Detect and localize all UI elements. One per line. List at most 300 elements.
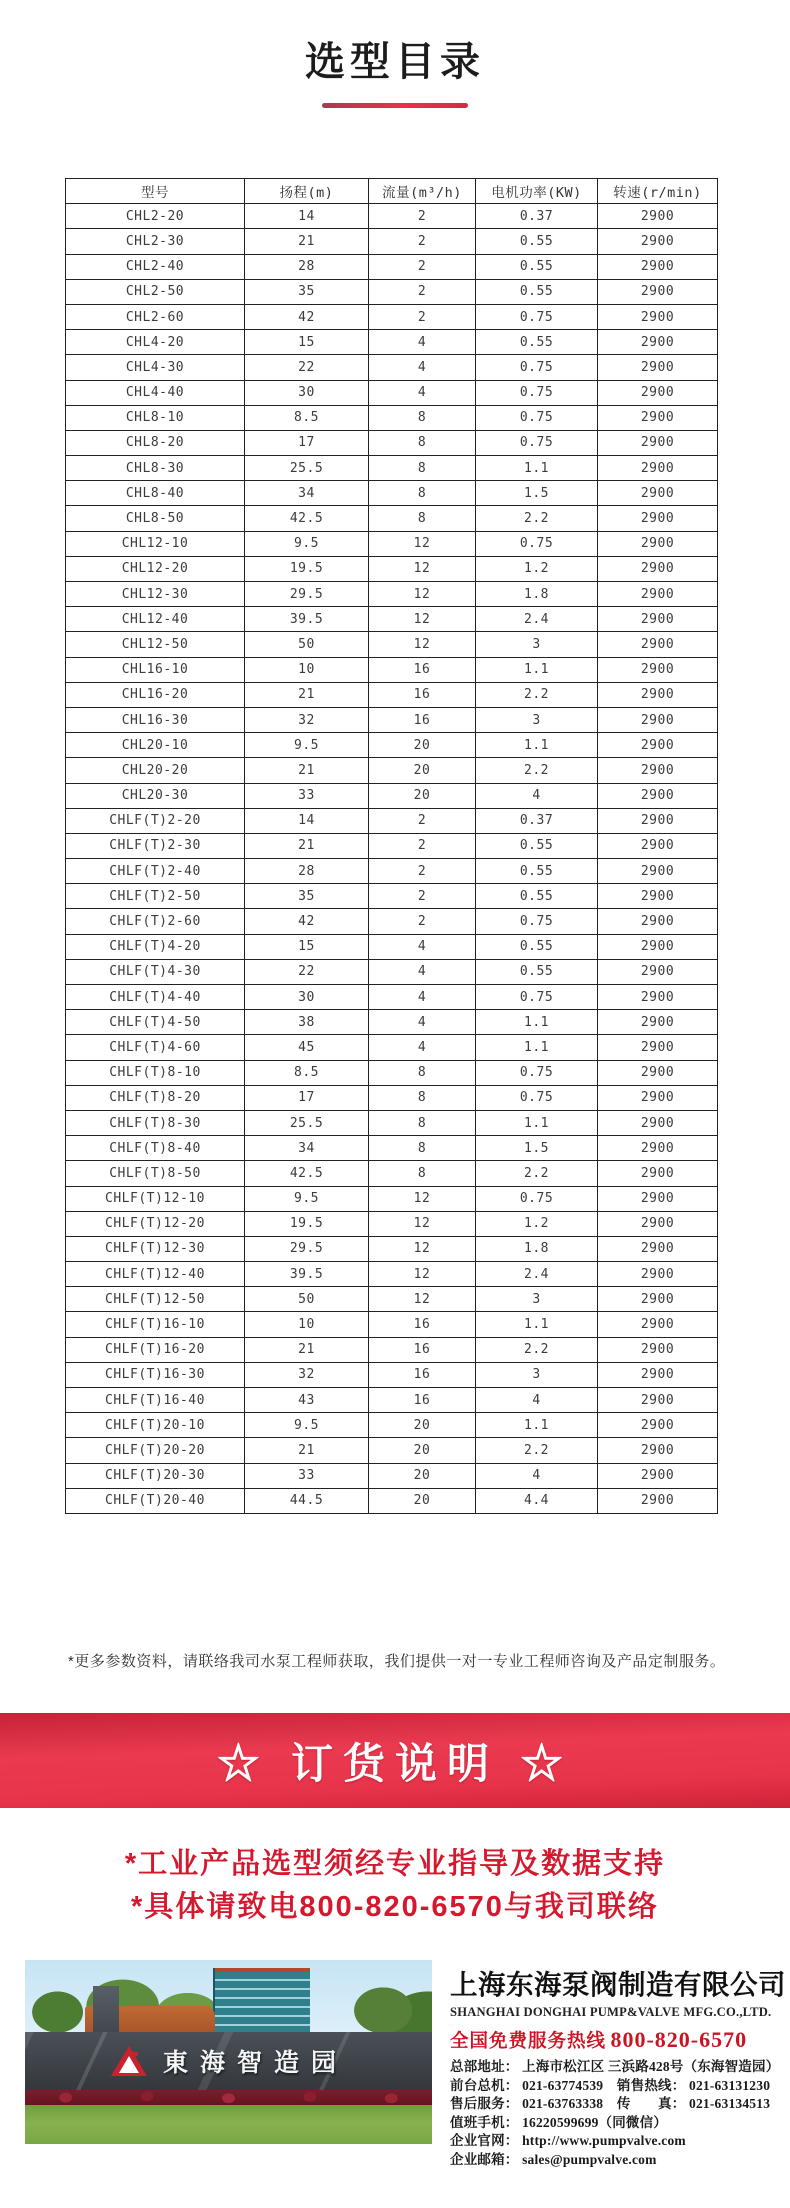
table-cell: 12 (369, 632, 476, 657)
table-cell: 43 (245, 1388, 369, 1413)
table-cell: 20 (369, 783, 476, 808)
table-cell: CHL2-30 (66, 229, 245, 254)
table-cell: 2900 (598, 657, 718, 682)
park-sign-text: 東海智造园 (162, 2049, 348, 2077)
table-cell: 2900 (598, 909, 718, 934)
table-cell: 2900 (598, 733, 718, 758)
table-cell: 8.5 (245, 1060, 369, 1085)
table-cell: 34 (245, 1136, 369, 1161)
table-cell: 16 (369, 1388, 476, 1413)
table-cell: 12 (369, 1186, 476, 1211)
table-cell: 2 (369, 859, 476, 884)
table-cell: 33 (245, 1463, 369, 1488)
table-cell: 2900 (598, 1035, 718, 1060)
table-cell: CHL20-20 (66, 758, 245, 783)
table-cell: 2900 (598, 1488, 718, 1513)
table-cell: CHL20-10 (66, 733, 245, 758)
footnote: *更多参数资料，请联络我司水泵工程师获取，我们提供一对一专业工程师咨询及产品定制服务。 (68, 1653, 726, 1670)
table-cell: 10 (245, 657, 369, 682)
table-cell: 4 (369, 355, 476, 380)
table-row (66, 1161, 718, 1186)
table-cell: CHL12-50 (66, 632, 245, 657)
table-cell: 29.5 (245, 582, 369, 607)
table-cell: 12 (369, 607, 476, 632)
table-row (66, 1110, 718, 1135)
table-cell: 12 (369, 1262, 476, 1287)
order-banner (0, 1713, 790, 1808)
table-row (66, 682, 718, 707)
table-row (66, 934, 718, 959)
table-cell: CHL8-10 (66, 405, 245, 430)
table-cell: 1.1 (476, 1035, 598, 1060)
table-cell: 0.55 (476, 934, 598, 959)
table-cell: 29.5 (245, 1236, 369, 1261)
page-title: 选型目录 (305, 40, 485, 84)
table-cell: CHL20-30 (66, 783, 245, 808)
table-cell: 42.5 (245, 1161, 369, 1186)
table-cell: 16 (369, 1312, 476, 1337)
table-cell: 2900 (598, 1312, 718, 1337)
table-cell: 1.2 (476, 1211, 598, 1236)
table-cell: 35 (245, 884, 369, 909)
table-cell: 3 (476, 707, 598, 732)
table-cell: 2 (369, 279, 476, 304)
table-cell: 3 (476, 632, 598, 657)
table-cell: 21 (245, 833, 369, 858)
table-cell: 2.2 (476, 506, 598, 531)
contact-line: 前台总机： 021-63774539 销售热线： 021-63131230 (450, 2077, 771, 2093)
table-cell: 12 (369, 1287, 476, 1312)
table-cell: CHL4-20 (66, 330, 245, 355)
table-row (66, 582, 718, 607)
table-cell: CHL8-30 (66, 456, 245, 481)
table-cell: 42 (245, 909, 369, 934)
table-cell: CHLF(T)8-50 (66, 1161, 245, 1186)
table-row (66, 1035, 718, 1060)
table-cell: 2900 (598, 607, 718, 632)
table-cell: 8 (369, 1085, 476, 1110)
table-cell: 44.5 (245, 1488, 369, 1513)
table-cell: 20 (369, 733, 476, 758)
table-cell: CHL8-50 (66, 506, 245, 531)
table-cell: 4 (476, 1388, 598, 1413)
table-cell: 2900 (598, 1438, 718, 1463)
table-cell: 10 (245, 1312, 369, 1337)
table-cell: 4 (369, 985, 476, 1010)
table-cell: 0.75 (476, 531, 598, 556)
table-cell: 0.75 (476, 909, 598, 934)
table-cell: 2900 (598, 1010, 718, 1035)
contact-line: 售后服务： 021-63763338 传 真： 021-63134513 (450, 2096, 771, 2112)
table-row (66, 632, 718, 657)
table-cell: CHLF(T)12-20 (66, 1211, 245, 1236)
service-hotline (450, 2027, 772, 2053)
table-cell: 8 (369, 481, 476, 506)
table-cell: CHL2-60 (66, 304, 245, 329)
table-cell: 20 (369, 1438, 476, 1463)
table-row (66, 1085, 718, 1110)
table-row (66, 1413, 718, 1438)
table-cell: 19.5 (245, 1211, 369, 1236)
table-cell: 2.2 (476, 682, 598, 707)
table-cell: 39.5 (245, 607, 369, 632)
table-row (66, 783, 718, 808)
table-row (66, 1010, 718, 1035)
table-cell: 2900 (598, 783, 718, 808)
table-cell: CHLF(T)2-40 (66, 859, 245, 884)
table-cell: 21 (245, 682, 369, 707)
table-cell: 0.37 (476, 808, 598, 833)
table-row (66, 733, 718, 758)
table-cell: 0.75 (476, 405, 598, 430)
table-cell: 8 (369, 1110, 476, 1135)
contact-line: 总部地址： 上海市松江区 三浜路428号（东海智造园） (450, 2059, 780, 2074)
glass-building-image (215, 1968, 310, 2042)
table-cell: CHLF(T)16-20 (66, 1337, 245, 1362)
table-cell: 2 (369, 884, 476, 909)
table-cell: 28 (245, 859, 369, 884)
table-cell: CHLF(T)4-40 (66, 985, 245, 1010)
table-cell: CHL8-40 (66, 481, 245, 506)
table-cell: 2900 (598, 1060, 718, 1085)
table-cell: 20 (369, 758, 476, 783)
table-cell: 8 (369, 405, 476, 430)
table-cell: 2900 (598, 456, 718, 481)
table-cell: 9.5 (245, 1413, 369, 1438)
table-cell: 0.75 (476, 355, 598, 380)
table-cell: 2900 (598, 405, 718, 430)
table-row (66, 1388, 718, 1413)
col-header-flow: 流量(m³/h) (369, 179, 476, 204)
table-cell: CHL12-10 (66, 531, 245, 556)
table-cell: 17 (245, 1085, 369, 1110)
table-cell: 8 (369, 456, 476, 481)
table-cell: 2900 (598, 758, 718, 783)
table-cell: 16 (369, 707, 476, 732)
table-cell: CHLF(T)4-30 (66, 959, 245, 984)
col-header-power: 电机功率(KW) (476, 179, 598, 204)
table-cell: CHLF(T)2-60 (66, 909, 245, 934)
table-cell: CHL4-40 (66, 380, 245, 405)
table-row (66, 254, 718, 279)
table-cell: 2 (369, 833, 476, 858)
table-row (66, 758, 718, 783)
table-cell: 45 (245, 1035, 369, 1060)
table-cell: 20 (369, 1488, 476, 1513)
company-name-en: SHANGHAI DONGHAI PUMP&VALVE MFG.CO.,LTD. (450, 2005, 772, 2019)
table-cell: 2 (369, 229, 476, 254)
table-cell: 0.55 (476, 959, 598, 984)
table-row (66, 304, 718, 329)
table-cell: CHLF(T)16-30 (66, 1362, 245, 1387)
table-cell: 2900 (598, 1287, 718, 1312)
table-cell: 2900 (598, 506, 718, 531)
table-cell: 0.55 (476, 254, 598, 279)
table-cell: 4 (476, 783, 598, 808)
table-cell: 2900 (598, 934, 718, 959)
table-cell: 0.37 (476, 204, 598, 229)
hotline-label: 全国免费服务热线 (450, 2030, 607, 2051)
table-cell: CHLF(T)16-40 (66, 1388, 245, 1413)
table-cell: 12 (369, 582, 476, 607)
contact-line: 企业邮箱： sales@pumpvalve.com (450, 2151, 657, 2167)
table-cell: 30 (245, 380, 369, 405)
table-cell: 2900 (598, 1136, 718, 1161)
table-cell: 14 (245, 204, 369, 229)
table-row (66, 607, 718, 632)
table-cell: 15 (245, 934, 369, 959)
table-cell: 50 (245, 632, 369, 657)
table-cell: 20 (369, 1413, 476, 1438)
table-row (66, 859, 718, 884)
table-row (66, 985, 718, 1010)
table-cell: CHLF(T)8-30 (66, 1110, 245, 1135)
table-cell: CHLF(T)12-50 (66, 1287, 245, 1312)
table-row (66, 1060, 718, 1085)
table-cell: CHL2-50 (66, 279, 245, 304)
table-cell: 2.2 (476, 1337, 598, 1362)
selection-table (65, 178, 718, 1514)
table-cell: 2900 (598, 985, 718, 1010)
table-cell: 35 (245, 279, 369, 304)
company-name-cn: 上海东海泵阀制造有限公司 (450, 1969, 786, 2000)
table-cell: 2900 (598, 582, 718, 607)
table-cell: 2.2 (476, 1161, 598, 1186)
table-cell: 2900 (598, 204, 718, 229)
table-cell: 2900 (598, 1463, 718, 1488)
table-cell: CHLF(T)8-10 (66, 1060, 245, 1085)
table-cell: 2 (369, 304, 476, 329)
table-row (66, 355, 718, 380)
table-row (66, 1236, 718, 1261)
table-cell: 2900 (598, 1388, 718, 1413)
table-cell: 1.1 (476, 1110, 598, 1135)
table-cell: 0.75 (476, 380, 598, 405)
table-cell: 42.5 (245, 506, 369, 531)
table-cell: 8 (369, 506, 476, 531)
table-row (66, 707, 718, 732)
table-cell: 3 (476, 1287, 598, 1312)
table-cell: 0.75 (476, 985, 598, 1010)
col-header-speed: 转速(r/min) (598, 179, 718, 204)
table-cell: 2900 (598, 1110, 718, 1135)
table-cell: 2900 (598, 304, 718, 329)
table-cell: 0.55 (476, 229, 598, 254)
table-cell: 2900 (598, 556, 718, 581)
advisory-line-2: *具体请致电800-820-6570与我司联络 (131, 1891, 659, 1923)
table-cell: 2900 (598, 1413, 718, 1438)
table-row (66, 1337, 718, 1362)
table-cell: 0.55 (476, 859, 598, 884)
table-cell: 2900 (598, 330, 718, 355)
table-row (66, 909, 718, 934)
table-cell: 17 (245, 430, 369, 455)
table-cell: 39.5 (245, 1262, 369, 1287)
table-cell: CHLF(T)16-10 (66, 1312, 245, 1337)
table-cell: 2.4 (476, 607, 598, 632)
table-cell: 0.75 (476, 1060, 598, 1085)
table-cell: 15 (245, 330, 369, 355)
table-cell: CHLF(T)2-50 (66, 884, 245, 909)
table-cell: 1.1 (476, 1010, 598, 1035)
table-cell: 2900 (598, 1161, 718, 1186)
table-cell: 0.75 (476, 1085, 598, 1110)
table-cell: 2900 (598, 1236, 718, 1261)
table-cell: 30 (245, 985, 369, 1010)
table-cell: 2.4 (476, 1262, 598, 1287)
flower-hedge-image (25, 2090, 432, 2105)
table-cell: 16 (369, 657, 476, 682)
contact-list (450, 2058, 780, 2170)
table-cell: CHLF(T)2-30 (66, 833, 245, 858)
col-header-head: 扬程(m) (245, 179, 369, 204)
table-cell: 2 (369, 808, 476, 833)
table-cell: 2900 (598, 1362, 718, 1387)
table-cell: 8 (369, 430, 476, 455)
table-cell: 2900 (598, 355, 718, 380)
table-cell: 2900 (598, 531, 718, 556)
table-cell: 1.1 (476, 456, 598, 481)
table-cell: 16 (369, 1362, 476, 1387)
table-row (66, 506, 718, 531)
table-cell: 2900 (598, 1262, 718, 1287)
table-cell: 3 (476, 1362, 598, 1387)
table-cell: 25.5 (245, 456, 369, 481)
table-cell: 21 (245, 1337, 369, 1362)
table-cell: 1.1 (476, 1312, 598, 1337)
table-cell: 2900 (598, 959, 718, 984)
table-cell: 9.5 (245, 1186, 369, 1211)
table-cell: CHL16-20 (66, 682, 245, 707)
advisory-text (0, 1843, 790, 1929)
table-cell: 21 (245, 1438, 369, 1463)
table-cell: CHLF(T)20-40 (66, 1488, 245, 1513)
table-cell: CHL16-10 (66, 657, 245, 682)
table-cell: 9.5 (245, 733, 369, 758)
table-cell: 12 (369, 531, 476, 556)
table-cell: CHLF(T)4-60 (66, 1035, 245, 1060)
table-cell: 2900 (598, 833, 718, 858)
table-cell: 2900 (598, 254, 718, 279)
table-cell: 8.5 (245, 405, 369, 430)
table-cell: 1.2 (476, 556, 598, 581)
table-cell: CHLF(T)20-30 (66, 1463, 245, 1488)
table-cell: 19.5 (245, 556, 369, 581)
table-row (66, 1362, 718, 1387)
table-header-row (66, 179, 718, 204)
contact-line: 企业官网： http://www.pumpvalve.com (450, 2133, 686, 2149)
table-cell: 0.55 (476, 330, 598, 355)
table-cell: 16 (369, 1337, 476, 1362)
table-cell: 4 (369, 380, 476, 405)
table-cell: 22 (245, 959, 369, 984)
table-row (66, 884, 718, 909)
table-row (66, 959, 718, 984)
table-cell: 1.1 (476, 657, 598, 682)
table-row (66, 229, 718, 254)
table-cell: 20 (369, 1463, 476, 1488)
table-cell: CHL4-30 (66, 355, 245, 380)
table-cell: CHL8-20 (66, 430, 245, 455)
table-cell: CHLF(T)12-10 (66, 1186, 245, 1211)
table-cell: 12 (369, 556, 476, 581)
table-cell: 2900 (598, 1186, 718, 1211)
table-cell: 1.8 (476, 582, 598, 607)
table-row (66, 556, 718, 581)
table-row (66, 808, 718, 833)
table-cell: 42 (245, 304, 369, 329)
table-cell: 2900 (598, 808, 718, 833)
table-cell: 12 (369, 1211, 476, 1236)
table-cell: 1.1 (476, 733, 598, 758)
table-row (66, 279, 718, 304)
advisory-line-1: *工业产品选型须经专业指导及数据支持 (124, 1848, 666, 1880)
table-cell: CHL2-40 (66, 254, 245, 279)
table-cell: 21 (245, 758, 369, 783)
table-cell: 2.2 (476, 1438, 598, 1463)
table-cell: 0.75 (476, 304, 598, 329)
table-cell: 4.4 (476, 1488, 598, 1513)
table-row (66, 531, 718, 556)
table-cell: 0.75 (476, 1186, 598, 1211)
table-row (66, 204, 718, 229)
table-cell: CHL16-30 (66, 707, 245, 732)
table-cell: 1.1 (476, 1413, 598, 1438)
table-cell: 8 (369, 1161, 476, 1186)
table-cell: 2900 (598, 430, 718, 455)
company-info-block (450, 1962, 786, 2170)
table-cell: 16 (369, 682, 476, 707)
table-cell: 1.8 (476, 1236, 598, 1261)
table-cell: 1.5 (476, 1136, 598, 1161)
table-cell: 2900 (598, 1085, 718, 1110)
table-row (66, 1463, 718, 1488)
table-row (66, 1287, 718, 1312)
donghai-logo-icon (109, 2044, 149, 2078)
table-row (66, 456, 718, 481)
hotline-number: 800-820-6570 (610, 2027, 748, 2052)
table-row (66, 1136, 718, 1161)
table-cell: 2900 (598, 884, 718, 909)
table-cell: CHLF(T)2-20 (66, 808, 245, 833)
table-cell: 2900 (598, 707, 718, 732)
table-cell: CHLF(T)4-20 (66, 934, 245, 959)
table-cell: 38 (245, 1010, 369, 1035)
table-cell: 32 (245, 1362, 369, 1387)
contact-line: 值班手机： 16220599699（同微信） (450, 2114, 668, 2130)
table-cell: CHLF(T)8-40 (66, 1136, 245, 1161)
table-cell: 0.55 (476, 884, 598, 909)
grass-image (25, 2105, 432, 2144)
table-cell: 2 (369, 204, 476, 229)
table-row (66, 657, 718, 682)
table-cell: 4 (369, 1035, 476, 1060)
table-cell: 2900 (598, 1211, 718, 1236)
table-cell: CHL12-20 (66, 556, 245, 581)
table-cell: 0.55 (476, 833, 598, 858)
table-cell: 14 (245, 808, 369, 833)
table-cell: 4 (369, 959, 476, 984)
table-cell: CHL12-40 (66, 607, 245, 632)
table-cell: CHLF(T)20-20 (66, 1438, 245, 1463)
table-cell: CHLF(T)12-30 (66, 1236, 245, 1261)
table-cell: CHL12-30 (66, 582, 245, 607)
table-cell: 2900 (598, 682, 718, 707)
table-cell: 2900 (598, 229, 718, 254)
table-cell: 4 (369, 934, 476, 959)
title-underline-bar (322, 103, 468, 108)
table-row (66, 1312, 718, 1337)
